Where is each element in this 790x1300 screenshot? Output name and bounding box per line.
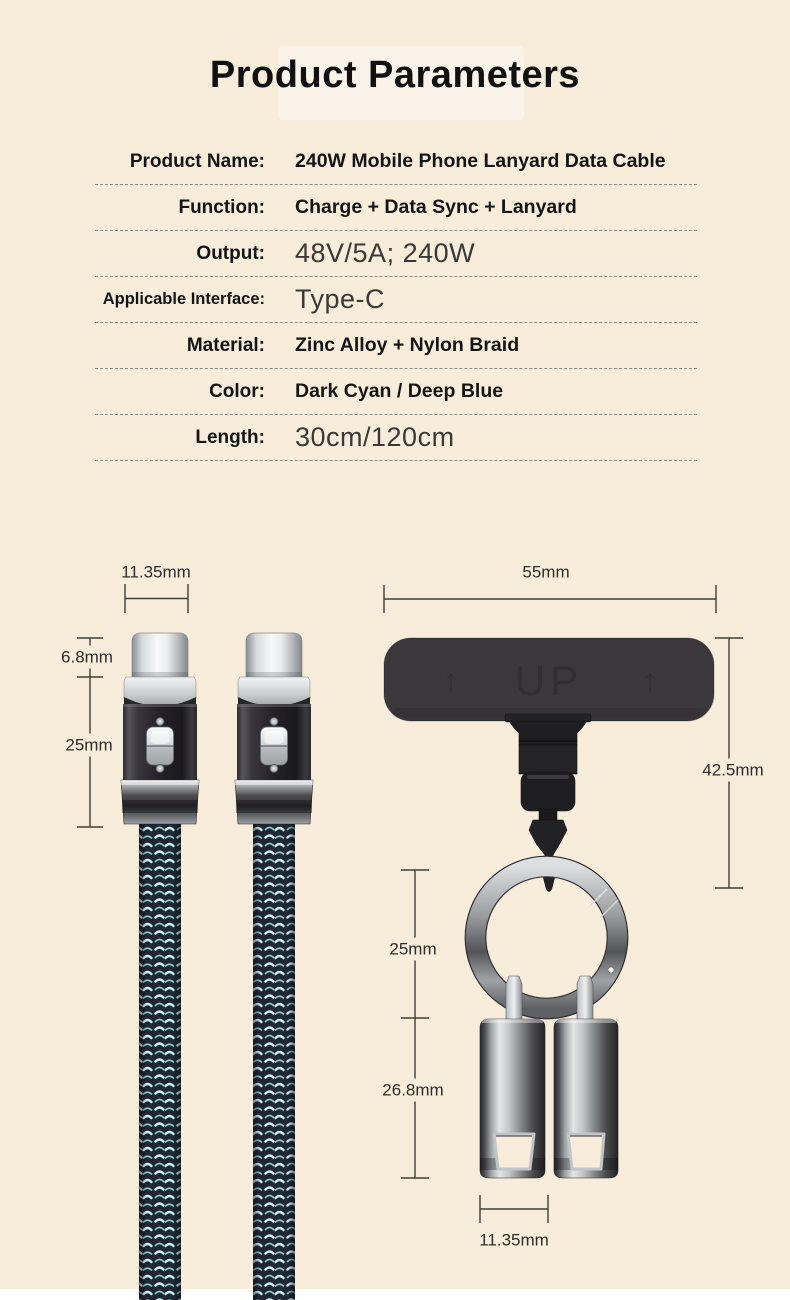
spec-value: 30cm/120cm: [295, 422, 455, 452]
page-title: Product Parameters: [209, 54, 581, 96]
dim-patch-height: 42.5mm: [697, 759, 768, 782]
usbc-caps: [480, 1019, 618, 1178]
up-arrow-icon: ↑: [642, 662, 658, 698]
spec-label: Output:: [196, 242, 265, 264]
dim-ring-height: 25mm: [384, 938, 441, 961]
dim-connector-body-height: 25mm: [60, 734, 117, 757]
spec-value: Dark Cyan / Deep Blue: [295, 380, 504, 402]
patch-up-text: UP: [514, 657, 584, 704]
spec-label: Material:: [186, 334, 265, 356]
spec-label: Product Name:: [129, 150, 265, 172]
usbc-connectors: [121, 633, 313, 824]
spec-value: 240W Mobile Phone Lanyard Data Cable: [295, 150, 666, 172]
braided-cables: [139, 818, 295, 1300]
dim-cap-width: 11.35mm: [479, 1230, 549, 1250]
spec-label: Length:: [195, 426, 265, 448]
dim-cap-height: 26.8mm: [377, 1079, 448, 1102]
bottom-strip: [0, 1289, 790, 1300]
spec-label: Color:: [209, 380, 265, 402]
dim-patch-width: 55mm: [522, 562, 570, 582]
spec-value: Charge + Data Sync + Lanyard: [295, 196, 577, 218]
spec-label: Applicable Interface:: [102, 290, 265, 308]
dim-connector-tip-height: 6.8mm: [56, 646, 118, 669]
spec-value: Zinc Alloy + Nylon Braid: [295, 334, 520, 356]
spec-label: Function:: [178, 196, 265, 218]
up-arrow-icon: ↑: [443, 662, 459, 698]
dim-connector-width: 11.35mm: [121, 562, 191, 582]
spec-value: 48V/5A; 240W: [295, 238, 476, 268]
spec-value: Type-C: [295, 284, 386, 314]
